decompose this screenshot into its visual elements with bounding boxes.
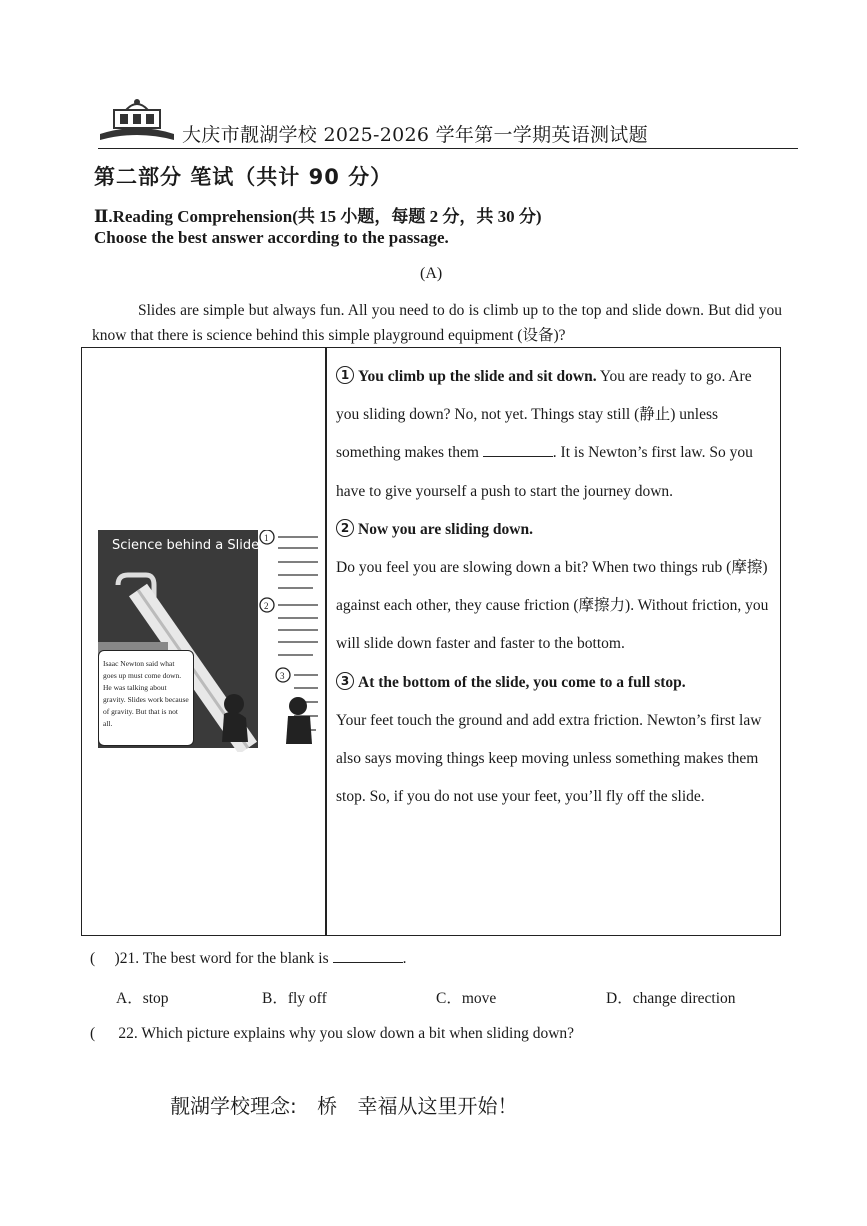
motto-slogan: 幸福从这里开始！: [357, 1094, 518, 1118]
school-motto: [170, 1090, 531, 1119]
step-1: [336, 358, 772, 511]
step-text: Your feet touch the ground and add extra friction. Newton’s first law also says moving things keep moving unless something makes them stop. So, if you do not use your feet, you’ll fly off the slide.: [336, 711, 762, 806]
passage-label: (A): [420, 265, 443, 282]
step-heading: At the bottom of the slide, you come to a full stop.: [358, 673, 686, 691]
step-text: You are ready to go. Are you sliding down? No, not yet. Things stay still (静止) unless something makes them: [336, 368, 752, 462]
question-text: Which picture explains why you slow down a bit when sliding down?: [141, 1025, 575, 1042]
motto-bridge: 桥: [317, 1094, 338, 1118]
step-heading: Now you are sliding down.: [358, 520, 533, 538]
motto-label: 靓湖学校理念:: [170, 1094, 297, 1118]
school-logo: [98, 96, 176, 144]
page-header: [98, 96, 798, 149]
part-title: 第二部分 笔试（共计 90 分）: [94, 165, 393, 189]
instruction: Choose the best answer according to the passage.: [94, 228, 449, 247]
svg-text:3: 3: [280, 671, 285, 681]
question-number: ( )21.: [90, 950, 140, 967]
section-title: Ⅱ.Reading Comprehension(共 15 小题，每题 2 分，共 30 分): [94, 207, 542, 226]
step-number: 2: [336, 519, 354, 537]
step-text: Do you feel you are slowing down a bit? When two things rub (摩擦) against each other, they cause friction (摩擦力). Without friction, you will slide down faster and faster to the bottom.: [336, 559, 769, 653]
question-text: The best word for the blank is: [142, 950, 329, 967]
option-a[interactable]: A．stop: [116, 990, 169, 1007]
step-text: . It is Newton’s first law. So you have to give yourself a push to start the journey down.: [336, 444, 753, 500]
answer-blank: [333, 948, 403, 963]
step-2: [336, 511, 772, 664]
passage-intro: Slides are simple but always fun. All you need to do is climb up to the top and slide down. But did you know that there is science behind this simple playground equipment (设备)?: [92, 302, 782, 344]
step-number: 1: [336, 366, 354, 384]
illustration-note: Isaac Newton said what goes up must come down. He was talking about gravity. Slides work because of gravity. But that is not all.: [98, 650, 194, 746]
option-b[interactable]: B．fly off: [262, 990, 327, 1007]
svg-text:2: 2: [264, 601, 269, 611]
column-divider: [325, 348, 327, 935]
svg-text:1: 1: [264, 533, 269, 543]
passage-box: [81, 347, 781, 936]
question-21: [90, 948, 407, 968]
step-3: [336, 664, 772, 817]
passage-text: [336, 358, 772, 816]
option-d[interactable]: D．change direction: [606, 990, 736, 1007]
step-number: 3: [336, 672, 354, 690]
answer-blank: [483, 442, 553, 457]
question-22: [90, 1025, 574, 1043]
question-suffix: .: [402, 950, 407, 967]
exam-title: 大庆市靓湖学校 2025-2026 学年第一学期英语测试题: [182, 124, 648, 146]
step-heading: You climb up the slide and sit down.: [358, 368, 597, 385]
option-c[interactable]: C．move: [436, 990, 497, 1007]
question-number: ( 22.: [90, 1025, 138, 1042]
illustration-title: Science behind a Slide: [112, 538, 260, 553]
slide-illustration: [98, 530, 322, 752]
